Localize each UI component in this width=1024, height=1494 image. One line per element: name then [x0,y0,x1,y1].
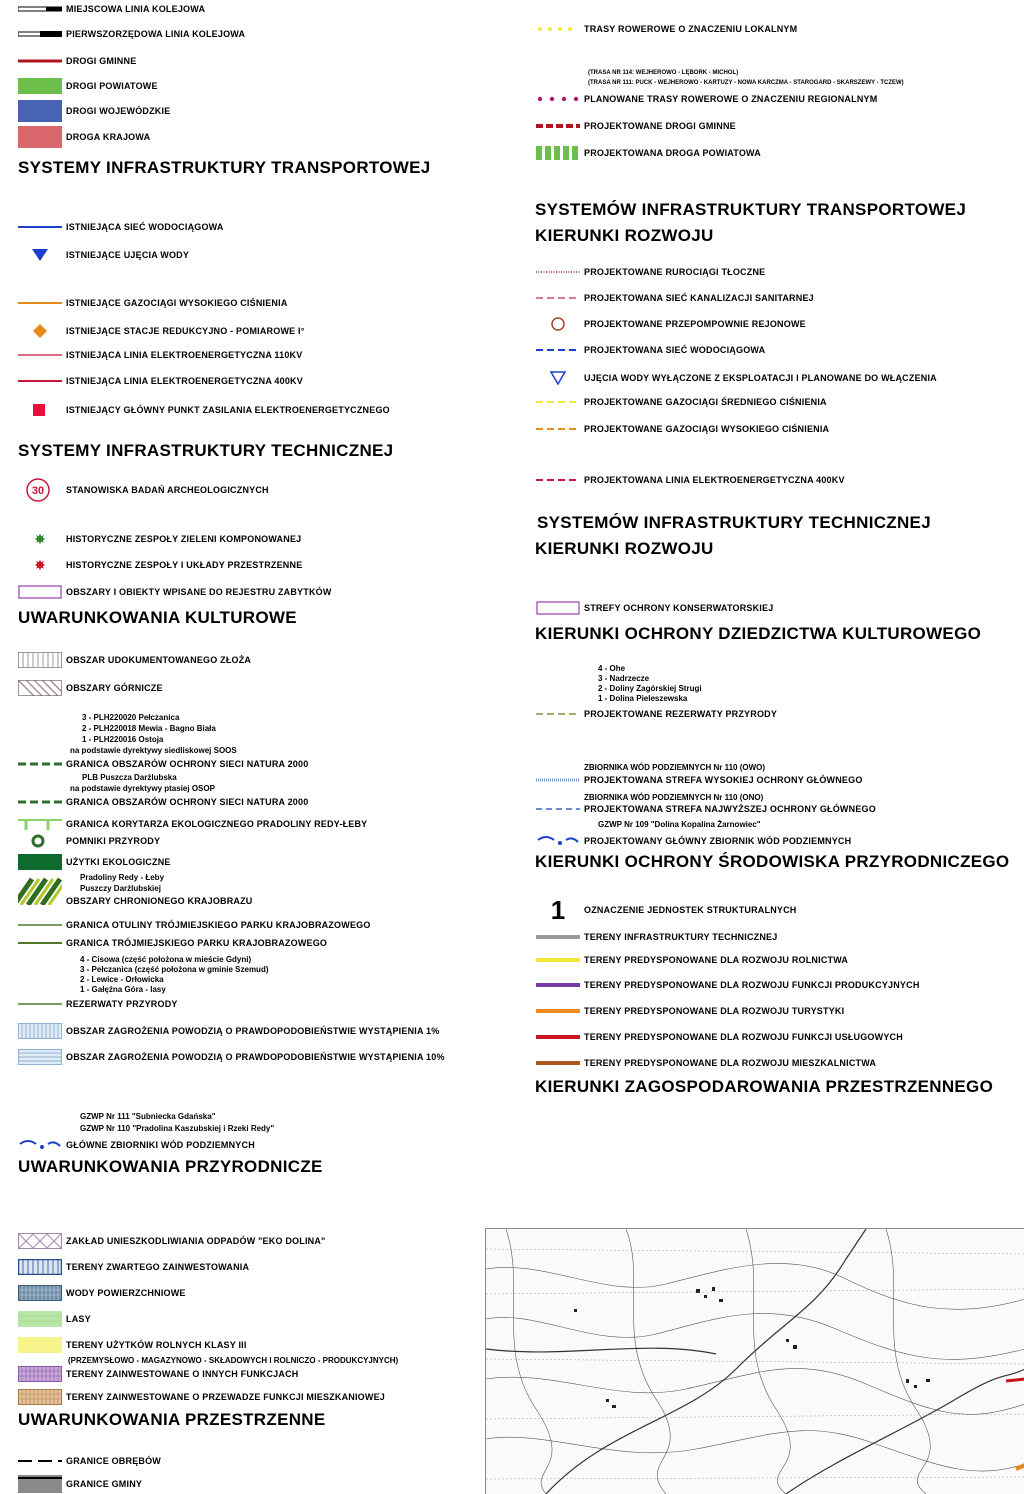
orange-dash-icon [536,422,580,436]
legend-item-landscape [18,896,253,906]
legend-label: POMNIKI PRZYRODY [66,836,161,846]
triangle-down-icon [18,248,62,262]
legend-label: TERENY ZAINWESTOWANE O PRZEWADZE FUNKCJI MIESZKANIOWEJ [66,1392,385,1402]
legend-note: GZWP Nr 109 "Dolina Kopalina Żarnowiec" [598,820,761,829]
dot-dash-blue-icon [18,1138,62,1152]
legend-item-tpk-border [18,936,327,950]
purple-box-icon [18,585,62,599]
tan-grid-icon [18,1389,62,1405]
dark-red-dash-icon [536,119,580,133]
legend-label: PROJEKTOWANE RUROCIĄGI TŁOCZNE [584,267,766,277]
legend-note: (TRASA NR 111: PUCK - WEJHEROWO - KARTUZY - NOWA KARCZMA - STAROGARD - SKARSZEWY - TCZEW) [588,80,904,86]
legend-label: PROJEKTOWANA STREFA WYSOKIEJ OCHRONY GŁÓWNEGO [584,775,863,785]
section-heading: KIERUNKI ROZWOJU [535,226,714,245]
yellow-dash-icon [536,395,580,409]
legend-item-gas-stations [18,324,305,338]
legend-item-droga-krajowa [18,126,150,148]
orange-bar-icon [536,1004,580,1018]
light-green-fill-icon [18,1311,62,1327]
section-heading: UWARUNKOWANIA PRZESTRZENNE [18,1410,326,1429]
green-dot-icon [18,834,62,848]
legend-label: TERENY PREDYSPONOWANE DLA ROZWOJU FUNKCJI PRODUKCYJNYCH [584,980,920,990]
legend-label: PROJEKTOWANE GAZOCIĄGI ŚREDNIEGO CIŚNIENIA [584,397,827,407]
legend-label: TERENY UŻYTKÓW ROLNYCH KLASY III [66,1340,247,1350]
map-linework [486,1229,1024,1494]
legend-item-archaeology [18,478,269,502]
legend-label: OZNACZENIE JEDNOSTEK STRUKTURALNYCH [584,905,797,915]
legend-note: 2 - Lewice - Orłowicka [80,975,164,984]
diagonal-hatch-icon [18,680,62,696]
grey-fill-icon [18,1475,62,1493]
legend-note: 4 - Cisowa (część położona w mieście Gdyni) [80,955,252,964]
purple-bar-icon [536,978,580,992]
crimson-line-icon [18,374,62,388]
legend-item-forests [18,1311,91,1327]
flood-hatch-icon [18,1023,62,1039]
legend-item-services [536,1030,903,1044]
section-heading: SYSTEMÓW INFRASTRUKTURY TRANSPORTOWEJ [535,200,967,219]
legend-note: 1 - Dolina Pieleszewska [598,694,688,703]
steel-grid-icon [18,1285,62,1301]
black-dash-icon [18,1454,62,1468]
maroon-dotted-icon [536,265,580,279]
blue-fill-icon [18,100,62,122]
legend-label: OBSZARY CHRONIONEGO KRAJOBRAZU [66,896,253,906]
local-rail-icon [18,2,62,16]
legend-item-eko-dolina [18,1233,326,1249]
legend-label: TERENY ZWARTEGO ZAINWESTOWANIA [66,1262,250,1272]
legend-label: TERENY ZAINWESTOWANE O INNYCH FUNKCJACH [66,1369,299,1379]
legend-item-proj-water [536,343,765,357]
red-bar-icon [536,1030,580,1044]
legend-item-precinct-bounds [18,1454,161,1468]
yellow-fill-icon [18,1337,62,1353]
grey-bar-icon [536,930,580,944]
olive-dash-icon [536,707,580,721]
legend-note: 3 - Pełczanica (część położona w gminie Szemud) [80,965,269,974]
legend-item-reserves [18,997,178,1011]
legend-label: DROGI POWIATOWE [66,81,158,91]
legend-item-flood-1 [18,1023,439,1039]
legend-label: ISTNIEJĄCE UJĘCIA WODY [66,250,190,260]
section-heading: KIERUNKI ZAGOSPODAROWANIA PRZESTRZENNEGO [535,1077,994,1096]
topographic-map-fragment[interactable] [485,1228,1024,1494]
legend-label: GŁÓWNE ZBIORNIKI WÓD PODZIEMNYCH [66,1140,255,1150]
legend-label: ISTNIEJĄCA LINIA ELEKTROENERGETYCZNA 400KV [66,376,303,386]
legend-label: WODY POWIERZCHNIOWE [66,1288,186,1298]
legend-label: PIERWSZORZĘDOWA LINIA KOLEJOWA [66,29,246,39]
orange-line-icon [18,296,62,310]
legend-item-eco-corridor [18,817,367,831]
legend-note: 2 - Doliny Zagórskiej Strugi [598,684,702,693]
legend-label: PROJEKTOWANY GŁÓWNY ZBIORNIK WÓD PODZIEMNYCH [584,836,852,846]
magenta-dots-icon [536,92,580,106]
legend-label: LASY [66,1314,91,1324]
legend-item-surface-water [18,1285,186,1301]
section-heading: SYSTEMY INFRASTRUKTURY TRANSPORTOWEJ [18,158,431,177]
legend-label: PROJEKTOWANA DROGA POWIATOWA [584,148,761,158]
legend-label: PROJEKTOWANE GAZOCIĄGI WYSOKIEGO CIŚNIENIA [584,424,830,434]
legend-item-nature-monuments [18,834,160,848]
legend-label: DROGI GMINNE [66,56,137,66]
brown-ring-icon [536,317,580,331]
legend-note: ZBIORNIKA WÓD PODZIEMNYCH Nr 110 (OWO) [584,763,766,772]
legend-label: ZAKŁAD UNIESZKODLIWIANIA ODPADÓW "EKO DOLINA" [66,1236,326,1246]
legend-item-drogi-gminne [18,54,136,68]
legend-note: 1 - Gałęźna Góra - lasy [80,985,166,994]
legend-note: 2 - PLH220018 Mewia - Bagno Biała [82,724,216,733]
archaeology-circle-icon [18,478,62,502]
flood-hatch-horizontal-icon [18,1049,62,1065]
legend-item-drogi-wojewodzkie [18,100,170,122]
section-heading: SYSTEMY INFRASTRUKTURY TECHNICZNEJ [18,441,394,460]
section-heading: KIERUNKI OCHRONY DZIEDZICTWA KULTUROWEGO [535,624,982,643]
diamond-icon [18,324,62,338]
legend-label: PROJEKTOWANA SIEĆ WODOCIĄGOWA [584,345,766,355]
legend-item-compact-dev [18,1259,249,1275]
legend-note: Pradoliny Redy - Łeby [80,873,165,882]
legend-note: ZBIORNIKA WÓD PODZIEMNYCH Nr 110 (ONO) [584,793,764,802]
legend-label: OBSZARY GÓRNICZE [66,683,163,693]
blue-fine-dots-icon [536,773,580,787]
legend-note: 1 - PLH220016 Ostoja [82,735,164,744]
olive-line-icon [18,936,62,950]
green-ticks-icon [18,817,62,831]
legend-item-green-compos [18,532,301,546]
legend-item-pressure-pipes [536,265,765,279]
legend-label: UŻYTKI EKOLOGICZNE [66,857,171,867]
legend-note: na podstawie dyrektywy siedliskowej SOOS [70,746,237,755]
yellow-bar-icon [536,953,580,967]
legend-item-proj-gzwp [536,834,851,848]
legend-item-flood-10 [18,1049,445,1065]
legend-item-residential [18,1389,385,1405]
legend-item-power-110 [18,348,302,362]
legend-label: ISTNIEJĄCE GAZOCIĄGI WYSOKIEGO CIŚNIENIA [66,298,288,308]
legend-label: OBSZAR ZAGROŻENIA POWODZIĄ O PRAWDOPODOBIEŃSTWIE WYSTĄPIENIA 1% [66,1026,440,1036]
legend-item-tech-infra [536,930,777,944]
blue-grid-icon [18,1259,62,1275]
legend-note: 4 - Ohe [598,664,626,673]
legend-item-housing [536,1056,876,1070]
legend-item-power-proj [536,473,845,487]
legend-label: GRANICA TRÓJMIEJSKIEGO PARKU KRAJOBRAZOWEGO [66,938,328,948]
legend-label: PLANOWANE TRASY ROWEROWE O ZNACZENIU REGIONALNYM [584,94,878,104]
legend-note: PLB Puszcza Darżlubska [82,773,177,782]
vertical-hatch-icon [18,652,62,668]
legend-label: PROJEKTOWANA SIEĆ KANALIZACJI SANITARNEJ [584,293,814,303]
olive-line-icon [18,997,62,1011]
legend-item-conservation-zones [536,601,773,615]
legend-item-other-dev [18,1366,298,1382]
legend-item-sewage [536,291,814,305]
dot-dash-blue-icon [536,834,580,848]
legend-item-spatial-layouts [18,558,302,572]
legend-note: 3 - Nadrzecze [598,674,650,683]
legend-label: TERENY PREDYSPONOWANE DLA ROZWOJU FUNKCJI USŁUGOWYCH [584,1032,903,1042]
legend-label: HISTORYCZNE ZESPOŁY ZIELENI KOMPONOWANEJ [66,534,302,544]
legend-note: GZWP Nr 111 "Subniecka Gdańska" [80,1112,216,1121]
legend-label: HISTORYCZNE ZESPOŁY I UKŁADY PRZESTRZENNE [66,560,303,570]
legend-label: PROJEKTOWANE DROGI GMINNE [584,121,736,131]
green-dash-icon [18,795,62,809]
legend-item-proj-powiat-road [536,146,761,160]
legend-label: GRANICA OTULINY TRÓJMIEJSKIEGO PARKU KRAJOBRAZOWEGO [66,920,371,930]
legend-item-gas-high [18,296,288,310]
legend-item-agriculture [536,953,848,967]
legend-item-municipality-bounds [18,1475,142,1493]
green-fill-icon [18,78,62,94]
legend-label: UJĘCIA WODY WYŁĄCZONE Z EKSPLOATACJI I PLANOWANE DO WŁĄCZENIA [584,373,937,383]
legend-label: DROGA KRAJOWA [66,132,151,142]
triangle-outline-icon [536,371,580,385]
legend-label: OBSZAR ZAGROŻENIA POWODZIĄ O PRAWDOPODOBIEŃSTWIE WYSTĄPIENIA 10% [66,1052,445,1062]
blue-dash-icon [536,343,580,357]
legend-item-regional-bike [536,92,877,106]
section-heading: UWARUNKOWANIA PRZYRODNICZE [18,1157,323,1176]
legend-label: TERENY PREDYSPONOWANE DLA ROZWOJU ROLNICTWA [584,955,849,965]
unit-numeral: 1 [550,895,566,925]
legend-item-groundwater [18,1138,255,1152]
legend-label: STANOWISKA BADAŃ ARCHEOLOGICZNYCH [66,485,269,495]
legend-label: GRANICA OBSZARÓW OCHRONY SIECI NATURA 2000 [66,797,309,807]
legend-label: TERENY PREDYSPONOWANE DLA ROZWOJU MIESZKALNICTWA [584,1058,877,1068]
light-blue-dash-icon [536,802,580,816]
yellow-dots-icon [536,22,580,36]
dark-green-fill-icon [18,854,62,870]
green-stripe-icon [18,875,62,905]
legend-item-deposit [18,652,251,668]
legend-item-water-intake [18,248,189,262]
legend-label: REZERWATY PRZYRODY [66,999,178,1009]
section-heading: SYSTEMÓW INFRASTRUKTURY TECHNICZNEJ [537,513,931,532]
legend-item-gas-medium [536,395,827,409]
legend-label: GRANICE OBRĘBÓW [66,1456,161,1466]
crimson-dash-icon [536,473,580,487]
legend-item-local-rail [18,2,205,16]
legend-label: ISTNIEJĄCA SIEĆ WODOCIĄGOWA [66,222,224,232]
brown-bar-icon [536,1056,580,1070]
legend-item-tourism [536,1004,844,1018]
legend-item-local-bike [536,22,797,36]
legend-label: PROJEKTOWANE PRZEPOMPOWNIE REJONOWE [584,319,806,329]
crimson-thin-line-icon [18,348,62,362]
legend-item-monuments [18,585,332,599]
cross-hatch-icon [18,1233,62,1249]
legend-label: STREFY OCHRONY KONSERWATORSKIEJ [584,603,774,613]
legend-label: GRANICA OBSZARÓW OCHRONY SIECI NATURA 2000 [66,759,309,769]
rose-dash-icon [536,291,580,305]
green-star-icon: ✸ [34,531,46,547]
legend-label: ISTNIEJĄCA LINIA ELEKTROENERGETYCZNA 110KV [66,350,303,360]
legend-note: 3 - PLH220020 Pełczanica [82,713,180,722]
legend-item-highest-protection [536,802,876,816]
legend-label: MIEJSCOWA LINIA KOLEJOWA [66,4,206,14]
legend-item-power-point [18,403,390,417]
legend-label: TERENY PREDYSPONOWANE DLA ROZWOJU TURYSTYKI [584,1006,845,1016]
legend-item-mining [18,680,163,696]
legend-item-structural-units [536,897,797,923]
legend-item-water-network [18,220,224,234]
legend-item-pumping [536,317,806,331]
legend-item-power-400 [18,374,303,388]
purple-box-icon [536,601,580,615]
legend-item-natura-soos [18,757,308,771]
unit-numeral-icon [536,897,580,923]
legend-item-intakes-off [536,371,937,385]
legend-item-gas-high-proj [536,422,829,436]
olive-line-icon [18,918,62,932]
legend-item-proj-reserves [536,707,777,721]
legend-item-eco-sites [18,854,171,870]
red-star-icon: ✸ [34,557,46,573]
legend-item-drogi-powiatowe [18,78,158,94]
legend-item-tpk-buffer [18,918,371,932]
legend-label: PROJEKTOWANE REZERWATY PRZYRODY [584,709,778,719]
salmon-fill-icon [18,126,62,148]
red-square-icon [18,403,62,417]
section-heading: KIERUNKI OCHRONY ŚRODOWISKA PRZYRODNICZEGO [535,852,1010,871]
dark-red-line-icon [18,54,62,68]
legend-label: ISTNIEJĄCY GŁÓWNY PUNKT ZASILANIA ELEKTROENERGETYCZNEGO [66,405,390,415]
main-rail-icon [18,27,62,41]
legend-note: Puszczy Darżlubskiej [80,884,161,893]
legend-label: TERENY INFRASTRUKTURY TECHNICZNEJ [584,932,778,942]
legend-label: PROJEKTOWANA LINIA ELEKTROENERGETYCZNA 400KV [584,475,845,485]
legend-label: GRANICE GMINY [66,1479,143,1489]
legend-label: ISTNIEJĄCE STACJE REDUKCYJNO - POMIAROWE I° [66,326,305,336]
legend-label: PROJEKTOWANA STREFA NAJWYŻSZEJ OCHRONY GŁÓWNEGO [584,804,876,814]
legend-item-farmland [18,1337,247,1353]
legend-note: GZWP Nr 110 "Pradolina Kaszubskiej i Rzeki Redy" [80,1124,275,1133]
green-bars-icon [536,146,580,160]
section-heading: KIERUNKI ROZWOJU [535,539,714,558]
green-dash-icon [18,757,62,771]
legend-label: OBSZARY I OBIEKTY WPISANE DO REJESTRU ZABYTKÓW [66,587,332,597]
archaeology-number: 30 [31,485,45,497]
section-heading: UWARUNKOWANIA KULTUROWE [18,608,297,627]
blue-line-icon [18,220,62,234]
legend-item-proj-gmina-roads [536,119,736,133]
legend-note: (PRZEMYSŁOWO - MAGAZYNOWO - SKŁADOWYCH I ROLNICZO - PRODUKCYJNYCH) [68,1356,399,1365]
legend-label: GRANICA KORYTARZA EKOLOGICZNEGO PRADOLINY REDY-ŁEBY [66,819,368,829]
legend-item-natura-osop [18,795,308,809]
legend-label: DROGI WOJEWÓDZKIE [66,106,171,116]
legend-note: (TRASA NR 114: WEJHEROWO - LĘBORK - MICHOL) [588,70,739,76]
purple-grid-icon [18,1366,62,1382]
legend-item-main-rail [18,27,245,41]
legend-label: TRASY ROWEROWE O ZNACZENIU LOKALNYM [584,24,798,34]
legend-item-production [536,978,920,992]
legend-item-high-protection [536,773,863,787]
legend-label: OBSZAR UDOKUMENTOWANEGO ZŁOŻA [66,655,252,665]
legend-note: na podstawie dyrektywy ptasiej OSOP [70,784,215,793]
